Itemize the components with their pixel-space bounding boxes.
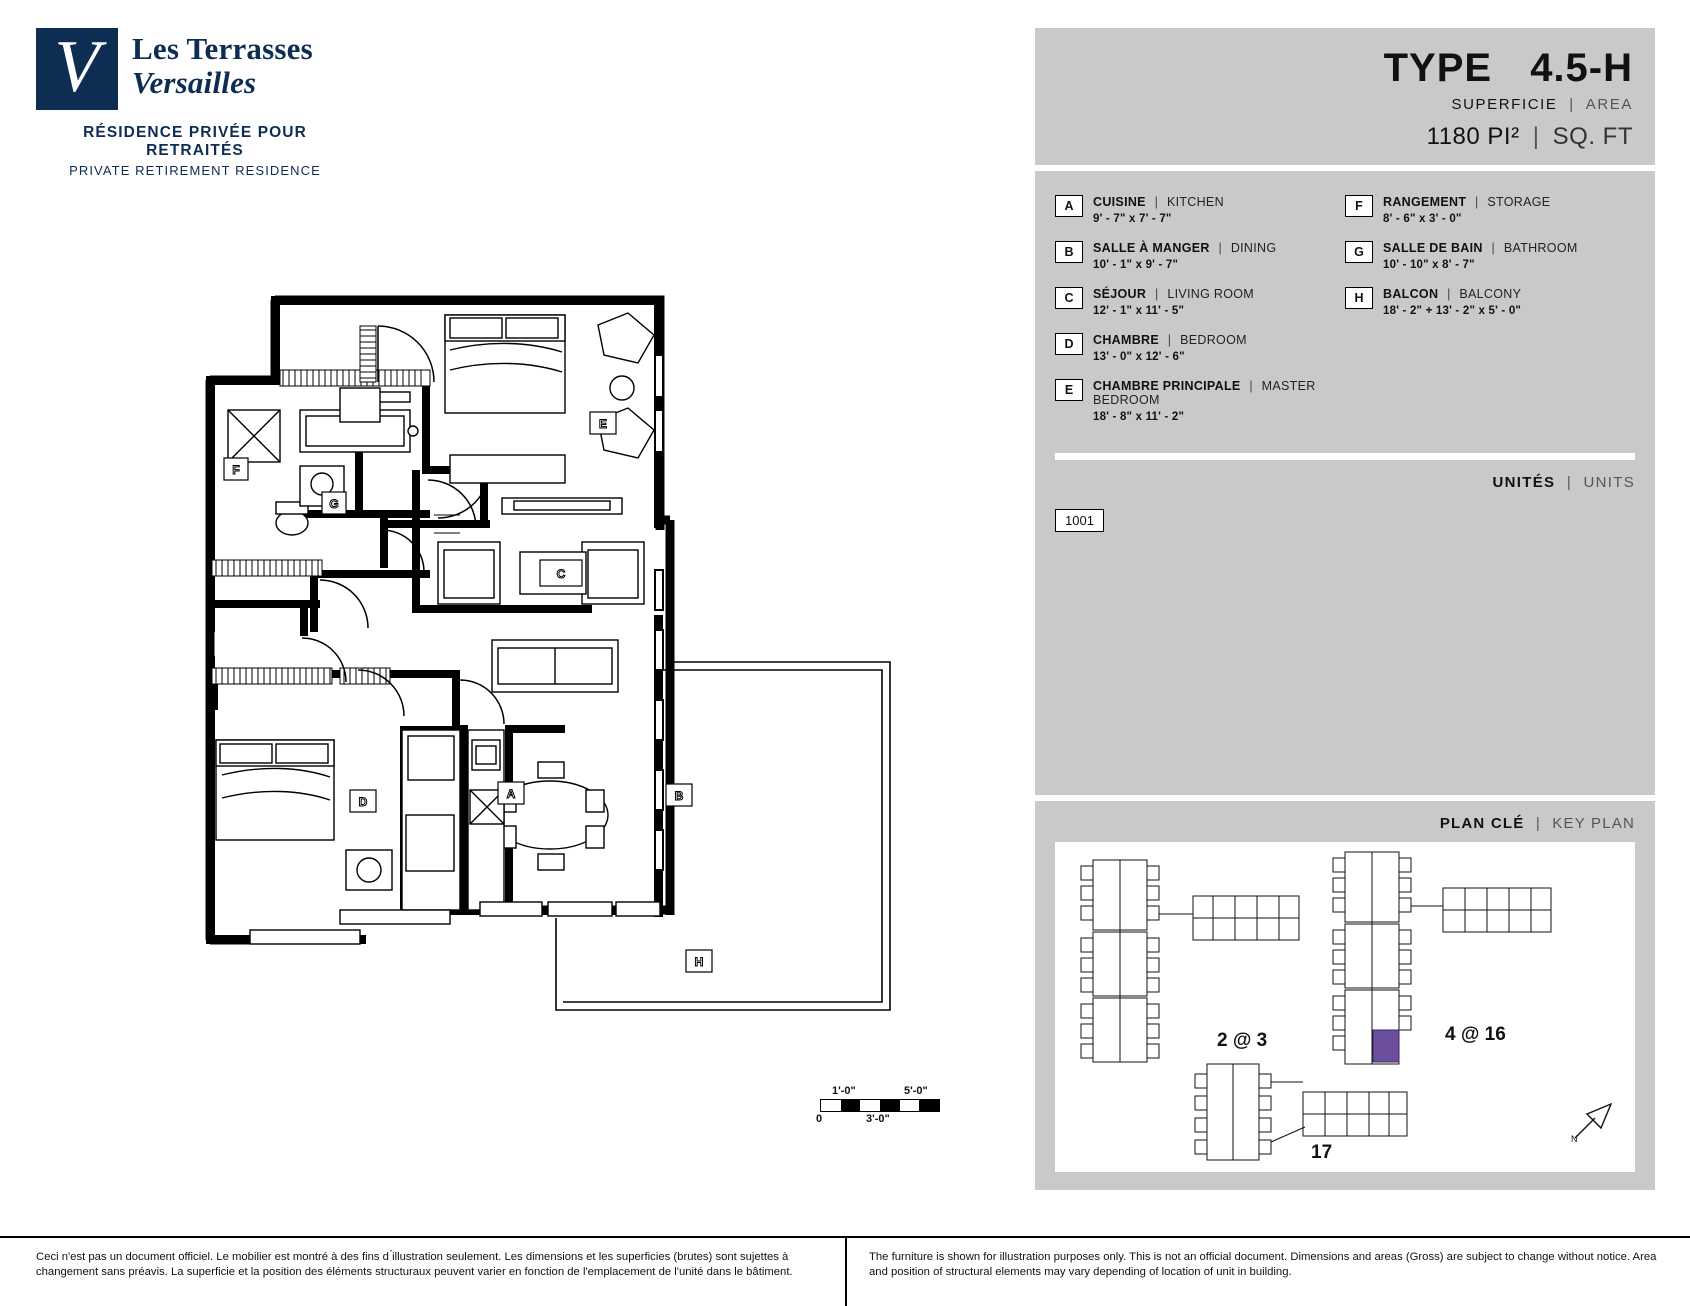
legend-label-fr-c: SÉJOUR <box>1093 287 1147 301</box>
separator: | <box>1535 815 1541 832</box>
logo-mark <box>36 28 118 110</box>
svg-text:N: N <box>1571 1134 1578 1144</box>
legend-label-en-a: KITCHEN <box>1166 195 1224 209</box>
legend-dims-h: 18' - 2" + 13' - 2" x 5' - 0" <box>1383 305 1522 317</box>
legend-dims-b: 10' - 1" x 9' - 7" <box>1093 259 1179 271</box>
key-plan-label-17: 17 <box>1311 1142 1333 1163</box>
area-unit-en: SQ. FT <box>1552 123 1633 150</box>
legend-column-left <box>1055 195 1345 439</box>
key-plan-canvas <box>1055 842 1635 1172</box>
legend-key-e: E <box>1055 379 1083 401</box>
scale-mid-label: 3'-0" <box>866 1113 890 1125</box>
area-label-fr: SUPERFICIE <box>1451 96 1558 113</box>
legend-item-storage <box>1345 195 1635 225</box>
legend-item-bathroom <box>1345 241 1635 271</box>
legend-dims-f: 8' - 6" x 3' - 0" <box>1383 213 1462 225</box>
legend-item-master-bedroom <box>1055 379 1345 423</box>
legend-label-fr-h: BALCON <box>1383 287 1439 301</box>
north-arrow-icon <box>1571 1104 1611 1144</box>
separator-1: | <box>1569 96 1575 113</box>
scale-zero-label: 0 <box>816 1113 823 1125</box>
scale-graphic <box>820 1099 940 1112</box>
area-label-en: AREA <box>1585 96 1633 113</box>
key-plan-diagram <box>1055 842 1635 1172</box>
separator: | <box>1249 379 1253 393</box>
legend-column-right <box>1345 195 1635 439</box>
legend-item-bedroom <box>1055 333 1345 363</box>
legend-key-h: H <box>1345 287 1373 309</box>
units-title-fr: UNITÉS <box>1492 474 1556 491</box>
key-plan-title-en: KEY PLAN <box>1552 815 1635 832</box>
svg-text:F: F <box>232 463 240 477</box>
units-list <box>1055 509 1635 532</box>
legend-item-dining <box>1055 241 1345 271</box>
type-label: TYPE <box>1383 46 1493 90</box>
area-value: 1180 PI² <box>1426 123 1520 150</box>
legend-label-en-g: BATHROOM <box>1503 241 1578 255</box>
separator: | <box>1566 474 1573 491</box>
separator: | <box>1167 333 1172 347</box>
logo-letter: V <box>54 26 100 108</box>
type-header <box>1035 28 1655 165</box>
legend-label-en-h: BALCONY <box>1459 287 1522 301</box>
separator: | <box>1154 195 1159 209</box>
svg-text:E: E <box>598 417 608 431</box>
legend-item-kitchen <box>1055 195 1345 225</box>
legend-dims-e: 18' - 8" x 11' - 2" <box>1093 411 1185 423</box>
footer-disclaimer-fr: Ceci n'est pas un document officiel. Le mobilier est montré à des fins d ́illustration seulement. Les dimensions et les superficies (brutes) sont sujettes à changement sans préavis. La superficie et la position des éléments structuraux peuvent varier en fonction de l'emplacement de l'unité dans le bâtiment. <box>36 1251 793 1278</box>
info-panel <box>1035 28 1655 1190</box>
scale-right-label: 5'-0" <box>904 1085 928 1097</box>
scale-left-label: 1'-0" <box>832 1085 856 1097</box>
type-value: 4.5-H <box>1530 46 1633 90</box>
scale-bar <box>816 1085 960 1127</box>
brand-name-line1: Les Terrasses <box>132 31 313 66</box>
divider <box>1055 453 1635 460</box>
legend-label-fr-e: CHAMBRE PRINCIPALE <box>1093 379 1241 393</box>
legend-key-f: F <box>1345 195 1373 217</box>
brand-tagline-fr: RÉSIDENCE PRIVÉE POUR RETRAITÉS <box>83 124 307 159</box>
legend-label-fr-b: SALLE À MANGER <box>1093 241 1210 255</box>
svg-text:G: G <box>329 497 339 511</box>
legend-dims-g: 10' - 10" x 8' - 7" <box>1383 259 1475 271</box>
brand-name-line2: Versailles <box>132 65 257 100</box>
legend-key-a: A <box>1055 195 1083 217</box>
legend-dims-c: 12' - 1" x 11' - 5" <box>1093 305 1185 317</box>
legend-key-g: G <box>1345 241 1373 263</box>
legend-label-en-d: BEDROOM <box>1180 333 1247 347</box>
floor-plan <box>150 270 950 1030</box>
units-title-en: UNITS <box>1583 474 1635 491</box>
legend-dims-d: 13' - 0" x 12' - 6" <box>1093 351 1185 363</box>
key-plan-label-4at16: 4 @ 16 <box>1445 1024 1506 1045</box>
separator: | <box>1475 195 1479 209</box>
legend-label-en-e: MASTER BEDROOM <box>1093 379 1316 407</box>
footer-en <box>845 1238 1690 1306</box>
key-plan-header <box>1055 815 1635 832</box>
footer <box>0 1236 1690 1306</box>
unit-chip-1001[interactable]: 1001 <box>1055 509 1104 532</box>
legend-label-fr-d: CHAMBRE <box>1093 333 1159 347</box>
key-plan-highlight <box>1373 1030 1399 1062</box>
legend-label-fr-g: SALLE DE BAIN <box>1383 241 1483 255</box>
floor-plan-drawing <box>150 270 950 1030</box>
legend-label-fr-a: CUISINE <box>1093 195 1146 209</box>
key-plan-label-2at3: 2 @ 3 <box>1217 1030 1268 1051</box>
svg-text:H: H <box>694 955 704 969</box>
svg-text:D: D <box>358 795 368 809</box>
units-header <box>1055 474 1635 491</box>
legend-dims-a: 9' - 7" x 7' - 7" <box>1093 213 1172 225</box>
legend-key-c: C <box>1055 287 1083 309</box>
footer-disclaimer-en: The furniture is shown for illustration purposes only. This is not an official document. Dimensions and areas (Gross) are subject to change without notice. Area and position of structural elements may vary depending of location of unit in building. <box>869 1251 1657 1278</box>
legend-item-living-room <box>1055 287 1345 317</box>
legend-label-en-f: STORAGE <box>1487 195 1551 209</box>
svg-text:A: A <box>506 787 516 801</box>
svg-text:C: C <box>556 567 566 581</box>
separator: | <box>1218 241 1223 255</box>
key-plan-panel <box>1035 801 1655 1190</box>
legend-label-fr-f: RANGEMENT <box>1383 195 1467 209</box>
legend-item-balcony <box>1345 287 1635 317</box>
key-plan-title-fr: PLAN CLÉ <box>1439 815 1525 832</box>
legend-label-en-b: DINING <box>1230 241 1277 255</box>
legend-key-b: B <box>1055 241 1083 263</box>
legend-key-d: D <box>1055 333 1083 355</box>
separator: | <box>1447 287 1451 301</box>
brand-block <box>36 28 456 178</box>
svg-text:B: B <box>674 789 684 803</box>
separator: | <box>1155 287 1159 301</box>
separator-2: | <box>1532 123 1540 150</box>
separator: | <box>1491 241 1496 255</box>
legend-panel <box>1035 171 1655 795</box>
brand-tagline-en: PRIVATE RETIREMENT RESIDENCE <box>69 163 321 178</box>
legend-label-en-c: LIVING ROOM <box>1167 287 1254 301</box>
footer-fr <box>0 1238 845 1306</box>
